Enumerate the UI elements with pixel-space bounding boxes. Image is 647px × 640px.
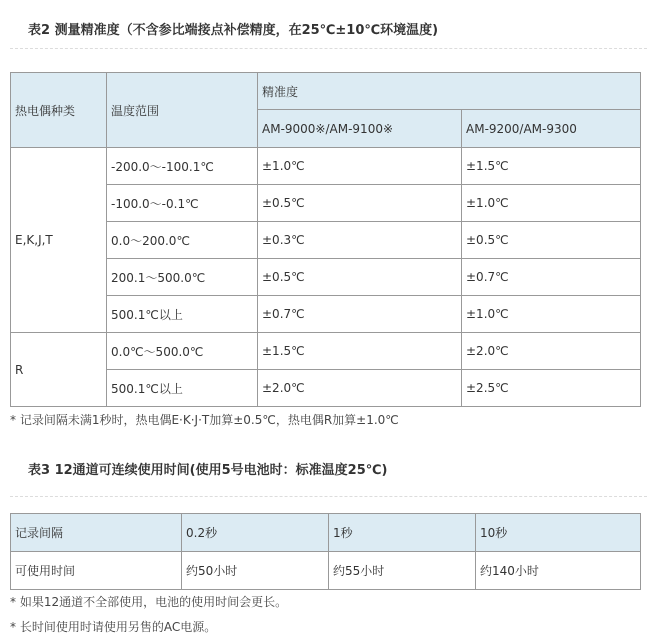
header-thermocouple-type: 热电偶种类 <box>11 73 107 148</box>
table3-title: 表3 12通道可连续使用时间(使用5号电池时：标准温度25℃) <box>28 463 388 478</box>
range-cell: -100.0～-0.1℃ <box>107 185 258 222</box>
usage-time-table <box>10 513 641 590</box>
accuracy-b-cell: ±2.0℃ <box>462 333 641 370</box>
range-cell: 500.1℃以上 <box>107 370 258 407</box>
divider <box>10 48 647 49</box>
interval-cell: 1秒 <box>329 514 476 552</box>
range-cell: 0.0℃～500.0℃ <box>107 333 258 370</box>
table-row <box>11 333 641 370</box>
header-temperature-range: 温度范围 <box>107 73 258 148</box>
header-record-interval: 记录间隔 <box>11 514 182 552</box>
accuracy-a-cell: ±0.5℃ <box>258 185 462 222</box>
accuracy-a-cell: ±0.5℃ <box>258 259 462 296</box>
table3-note: * 长时间使用时请使用另售的AC电源。 <box>10 620 217 634</box>
header-model-a: AM-9000※/AM-9100※ <box>258 110 462 148</box>
range-cell: 0.0～200.0℃ <box>107 222 258 259</box>
table2-note: * 记录间隔未满1秒时，热电偶E·K·J·T加算±0.5℃，热电偶R加算±1.0℃ <box>10 413 399 427</box>
range-cell: -200.0～-100.1℃ <box>107 148 258 185</box>
divider <box>10 496 647 497</box>
accuracy-b-cell: ±2.5℃ <box>462 370 641 407</box>
table-row <box>11 514 641 552</box>
interval-cell: 0.2秒 <box>182 514 329 552</box>
table-row <box>11 148 641 185</box>
accuracy-a-cell: ±0.3℃ <box>258 222 462 259</box>
accuracy-a-cell: ±2.0℃ <box>258 370 462 407</box>
table3-note: * 如果12通道不全部使用，电池的使用时间会更长。 <box>10 595 288 609</box>
accuracy-b-cell: ±1.5℃ <box>462 148 641 185</box>
range-cell: 500.1℃以上 <box>107 296 258 333</box>
usage-time-cell: 约140小时 <box>476 552 641 590</box>
header-usable-time: 可使用时间 <box>11 552 182 590</box>
accuracy-table <box>10 72 641 407</box>
accuracy-b-cell: ±0.5℃ <box>462 222 641 259</box>
accuracy-a-cell: ±1.5℃ <box>258 333 462 370</box>
range-cell: 200.1～500.0℃ <box>107 259 258 296</box>
usage-time-cell: 约55小时 <box>329 552 476 590</box>
table-row <box>11 552 641 590</box>
type-cell: R <box>11 333 107 407</box>
header-model-b: AM-9200/AM-9300 <box>462 110 641 148</box>
accuracy-a-cell: ±0.7℃ <box>258 296 462 333</box>
usage-time-cell: 约50小时 <box>182 552 329 590</box>
table2-title: 表2 测量精准度（不含参比端接点补偿精度，在25℃±10℃环境温度) <box>28 23 439 38</box>
type-cell: E,K,J,T <box>11 148 107 333</box>
header-accuracy: 精准度 <box>258 73 641 110</box>
accuracy-a-cell: ±1.0℃ <box>258 148 462 185</box>
accuracy-b-cell: ±1.0℃ <box>462 185 641 222</box>
interval-cell: 10秒 <box>476 514 641 552</box>
accuracy-b-cell: ±1.0℃ <box>462 296 641 333</box>
accuracy-b-cell: ±0.7℃ <box>462 259 641 296</box>
